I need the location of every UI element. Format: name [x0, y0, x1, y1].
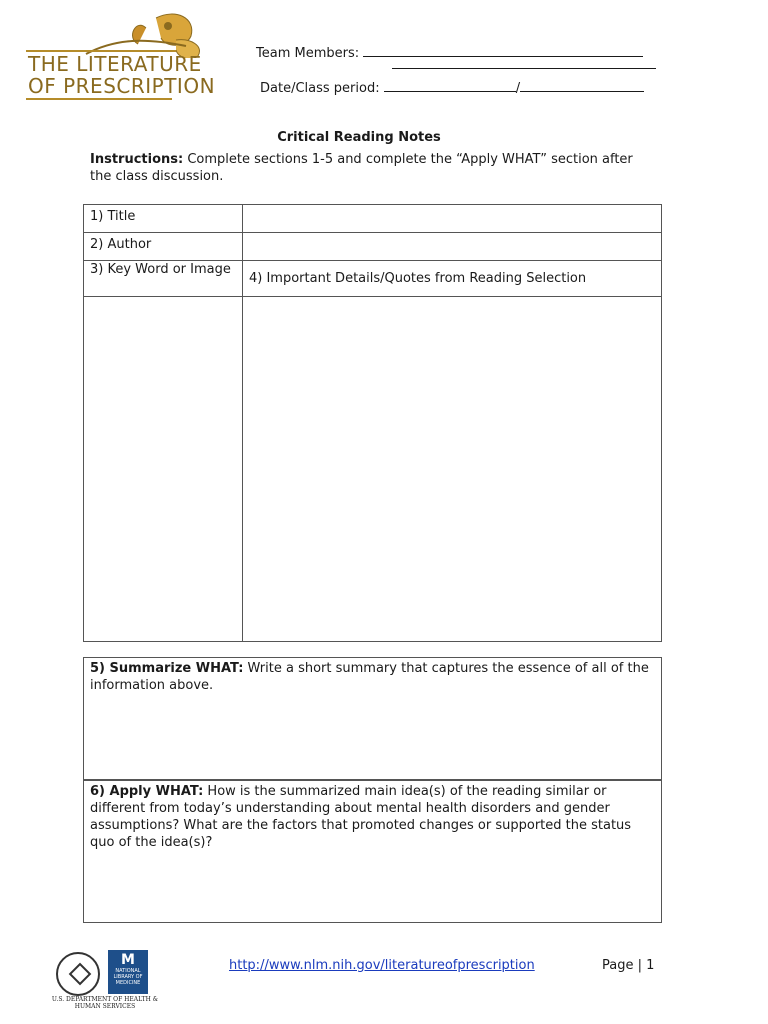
instructions — [90, 151, 650, 185]
page-number: Page | 1 — [602, 958, 655, 973]
title-label-cell: 1) Title — [84, 205, 243, 233]
date-class-field[interactable] — [260, 80, 644, 96]
team-members-line-2[interactable] — [392, 68, 656, 69]
date-class-label: Date/Class period: — [260, 81, 380, 96]
summarize-what-box[interactable] — [83, 657, 662, 780]
logo-line1: THE LITERATURE — [28, 52, 202, 76]
author-input-cell[interactable] — [243, 233, 662, 261]
nlm-m-glyph: M — [121, 952, 135, 968]
title-input-cell[interactable] — [243, 205, 662, 233]
summarize-text: Write a short summary that captures the essence of all of the information above. — [90, 661, 649, 693]
date-line[interactable] — [384, 80, 516, 92]
apply-text: How is the summarized main idea(s) of the reading similar or different from today’s understanding about mental health disorders and gender assumptions? What are the factors that promoted changes or supported the status quo of the idea(s)? — [90, 784, 632, 850]
details-input-cell[interactable] — [243, 297, 662, 642]
table-row-title — [84, 205, 662, 233]
footer-link[interactable]: http://www.nlm.nih.gov/literatureofprescription — [229, 958, 535, 973]
nlm-logo-icon — [108, 950, 148, 994]
page-title: Critical Reading Notes — [277, 130, 441, 145]
literature-of-prescription-logo — [26, 8, 216, 104]
table-row-headers — [84, 261, 662, 297]
summarize-lead: 5) Summarize WHAT: — [90, 661, 244, 676]
team-members-line[interactable] — [363, 45, 643, 57]
keyword-label-cell: 3) Key Word or Image — [84, 261, 243, 297]
nih-seal-icon — [56, 952, 100, 996]
author-label-cell: 2) Author — [84, 233, 243, 261]
apply-what-box[interactable] — [83, 780, 662, 923]
notes-table — [83, 204, 662, 642]
logo-rule-bottom — [26, 98, 172, 100]
logo-line2: OF PRESCRIPTION — [28, 74, 216, 98]
table-row-author — [84, 233, 662, 261]
hhs-text: U.S. DEPARTMENT OF HEALTH & HUMAN SERVICES — [51, 996, 159, 1010]
team-members-field[interactable] — [256, 45, 643, 61]
apply-lead: 6) Apply WHAT: — [90, 784, 204, 799]
team-members-label: Team Members: — [256, 46, 360, 61]
nih-seal-emblem — [69, 963, 92, 986]
details-label-cell: 4) Important Details/Quotes from Reading Selection — [243, 261, 662, 297]
instructions-lead: Instructions: — [90, 152, 184, 167]
footer-agency-logos — [50, 946, 160, 1012]
table-row-notes — [84, 297, 662, 642]
keyword-input-cell[interactable] — [84, 297, 243, 642]
nlm-logo-text: NATIONAL LIBRARY OF MEDICINE — [113, 968, 143, 986]
class-period-line[interactable] — [520, 80, 644, 92]
instructions-text: Complete sections 1-5 and complete the “Apply WHAT” section after the class discussion. — [90, 152, 633, 184]
date-separator: / — [515, 81, 521, 96]
